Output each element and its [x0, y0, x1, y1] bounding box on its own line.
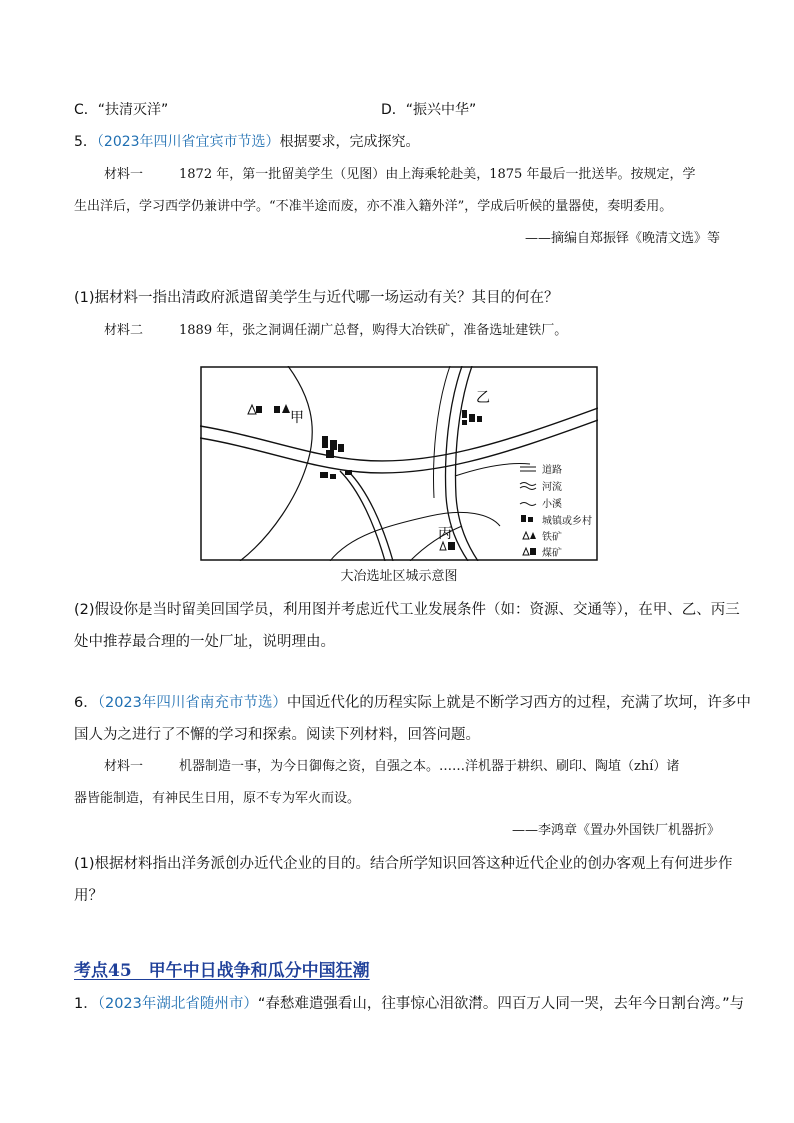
- q5-subquestion-1: (1)据材料一指出清政府派遣留美学生与近代哪一场运动有关？其目的何在？: [74, 290, 559, 306]
- q5-material1-line2: 生出洋后，学习西学仍兼讲中学。“不准半途而废，亦不准入籍外洋”，学成后听候的量器使，奏明委用。: [74, 199, 673, 214]
- q5-material1-line1: 材料一 1872 年，第一批留美学生（见图）由上海乘轮赴美，1875 年最后一批送毕。按规定，学: [104, 167, 696, 182]
- q6-subquestion-1-line2: 用？: [74, 888, 103, 904]
- q5-material1-citation: ——摘编自郑振铎《晚清文选》等: [524, 231, 720, 246]
- q6-material1-label: 材料一: [104, 759, 144, 774]
- site-c-label: 丙: [438, 526, 452, 542]
- q5-material2-label: 材料二: [104, 323, 144, 338]
- section-heading: 考点45 甲午中日战争和瓜分中国狂潮: [74, 961, 370, 981]
- q5-material1-label: 材料一: [104, 167, 144, 182]
- q6-subquestion-1-line1: (1)根据材料指出洋务派创办近代企业的目的。结合所学知识回答这种近代企业的创办客观上有何进步作: [74, 856, 733, 872]
- q6-header: 6．（2023年四川省南充市节选）中国近代化的历程实际上就是不断学习西方的过程，充满了坎坷，许多中: [74, 695, 751, 711]
- q6-source: （2023年四川省南充市节选）: [97, 695, 287, 711]
- daye-site-map: [200, 366, 598, 561]
- q6-material1-line1: 材料一 机器制造一事，为今日御侮之资，自强之本。……洋机器于耕织、刷印、陶埴（zhí）诸: [104, 759, 680, 774]
- q5-prompt: 根据要求，完成探究。: [279, 134, 420, 150]
- q5-subquestion-2-line1: (2)假设你是当时留美回国学员，利用图并考虑近代工业发展条件（如：资源、交通等），在甲、乙、丙三: [74, 602, 740, 618]
- legend-stream: 小溪: [542, 499, 562, 510]
- legend-town: 城镇或乡村: [542, 516, 592, 527]
- legend-road: 道路: [542, 465, 562, 476]
- legend-iron: 铁矿: [542, 532, 562, 543]
- q6-material1-citation: ——李鸿章《置办外国铁厂机器折》: [511, 823, 720, 838]
- q6-material1-line2: 器皆能制造，有神民生日用，原不专为军火而设。: [74, 791, 361, 806]
- q5-material2: 材料二 1889 年，张之洞调任湖广总督，购得大冶铁矿，准备选址建铁厂。: [104, 323, 568, 338]
- map-caption: 大冶选址区城示意图: [340, 569, 458, 584]
- q5-header: [74, 133, 420, 151]
- q5-subquestion-2-line2: 处中推荐最合理的一处厂址，说明理由。: [74, 634, 335, 650]
- site-b-label: 乙: [476, 390, 490, 406]
- q5-number: 5．: [74, 134, 97, 150]
- q6-intro-line2: 国人为之进行了不懈的学习和探索。阅读下列材料，回答问题。: [74, 727, 480, 743]
- legend-river: 河流: [542, 482, 562, 493]
- site-a-label: 甲: [290, 410, 304, 426]
- option-c: C．“扶清灭洋”: [74, 102, 169, 118]
- next-question: 1．（2023年湖北省随州市）“春愁难遣强看山，往事惊心泪欲潸。四百万人同一哭，去年今日割台湾。”与: [74, 996, 745, 1012]
- legend-coal: 煤矿: [542, 548, 562, 559]
- q5-source: （2023年四川省宜宾市节选）: [96, 134, 280, 150]
- option-d: D．“振兴中华”: [381, 102, 477, 118]
- next-question-source: （2023年湖北省随州市）: [97, 996, 258, 1012]
